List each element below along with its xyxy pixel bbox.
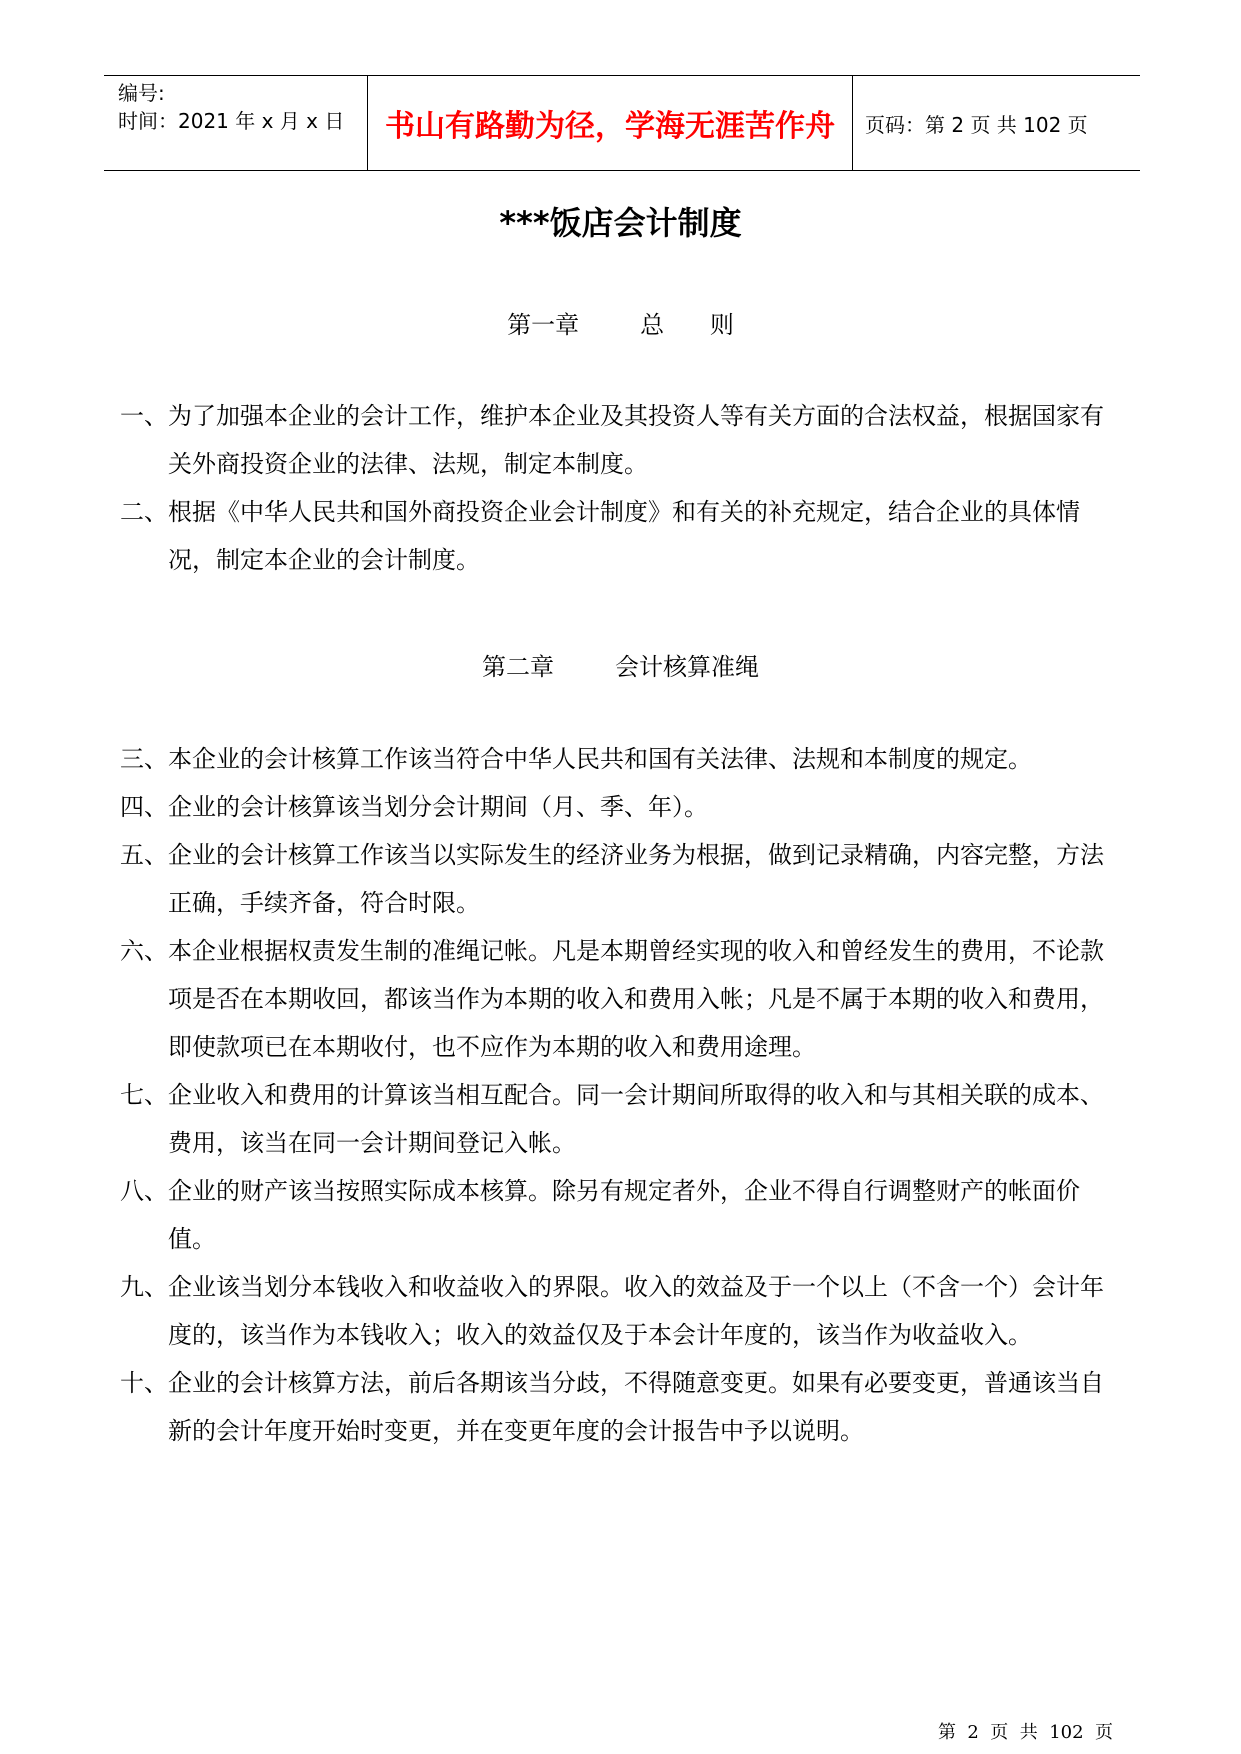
paragraph-text: 根据《中华人民共和国外商投资企业会计制度》和有关的补充规定，结合企业的具体情况，制定本企业的会计制度。	[168, 498, 1080, 574]
chapter-2-heading: 第二章 会计核算准绳	[481, 653, 760, 681]
paragraph-text: 企业的会计核算工作该当以实际发生的经济业务为根据，做到记录精确，内容完整，方法正确，手续齐备，符合时限。	[168, 841, 1104, 917]
paragraph-number: 三、	[120, 745, 168, 773]
paragraph-text: 企业该当划分本钱收入和收益收入的界限。收入的效益及于一个以上（不含一个）会计年度的，该当作为本钱收入；收入的效益仅及于本会计年度的，该当作为收益收入。	[168, 1273, 1104, 1349]
paragraph-text: 企业收入和费用的计算该当相互配合。同一会计期间所取得的收入和与其相关联的成本、费用，该当在同一会计期间登记入帐。	[168, 1081, 1104, 1157]
chapter-1-body	[120, 392, 1120, 584]
page-footer: 第 2 页 共 102 页	[937, 1722, 1113, 1743]
chapter-1-heading: 第一章 总 则	[507, 311, 734, 339]
paragraph	[120, 927, 1120, 1071]
paragraph	[120, 1263, 1120, 1359]
date-label: 时间：2021 年 x 月 x 日	[118, 109, 345, 133]
paragraph-number: 四、	[120, 793, 168, 821]
paragraph-text: 本企业的会计核算工作该当符合中华人民共和国有关法律、法规和本制度的规定。	[168, 745, 1032, 773]
header-motto: 书山有路勤为径，学海无涯苦作舟	[368, 76, 853, 170]
paragraph-number: 八、	[120, 1177, 168, 1205]
chapter-2-body	[120, 735, 1120, 1455]
paragraph	[120, 783, 1120, 831]
paragraph	[120, 1167, 1120, 1263]
paragraph	[120, 1071, 1120, 1167]
paragraph-number: 五、	[120, 841, 168, 869]
paragraph-text: 企业的财产该当按照实际成本核算。除另有规定者外，企业不得自行调整财产的帐面价值。	[168, 1177, 1080, 1253]
paragraph-text: 企业的会计核算该当划分会计期间（月、季、年）。	[168, 793, 708, 821]
paragraph	[120, 831, 1120, 927]
paragraph-text: 企业的会计核算方法，前后各期该当分歧，不得随意变更。如果有必要变更，普通该当自新的会计年度开始时变更，并在变更年度的会计报告中予以说明。	[168, 1369, 1104, 1445]
paragraph-text: 为了加强本企业的会计工作，维护本企业及其投资人等有关方面的合法权益，根据国家有关外商投资企业的法律、法规，制定本制度。	[168, 402, 1104, 478]
header-page-info: 页码：第 2 页 共 102 页	[865, 112, 1088, 137]
serial-number-label: 编号:	[118, 81, 165, 105]
paragraph-number: 七、	[120, 1081, 168, 1109]
paragraph	[120, 735, 1120, 783]
header-meta	[104, 76, 368, 170]
paragraph	[120, 392, 1120, 488]
paragraph-number: 二、	[120, 498, 168, 526]
paragraph	[120, 488, 1120, 584]
paragraph-text: 本企业根据权责发生制的准绳记帐。凡是本期曾经实现的收入和曾经发生的费用，不论款项是否在本期收回，都该当作为本期的收入和费用入帐；凡是不属于本期的收入和费用，即使款项已在本期收付，也不应作为本期的收入和费用途理。	[168, 937, 1104, 1061]
paragraph	[120, 1359, 1120, 1455]
paragraph-number: 一、	[120, 402, 168, 430]
paragraph-number: 九、	[120, 1273, 168, 1301]
paragraph-number: 十、	[120, 1369, 168, 1397]
page-header	[104, 75, 1140, 171]
document-title: ***饭店会计制度	[499, 204, 742, 242]
paragraph-number: 六、	[120, 937, 168, 965]
